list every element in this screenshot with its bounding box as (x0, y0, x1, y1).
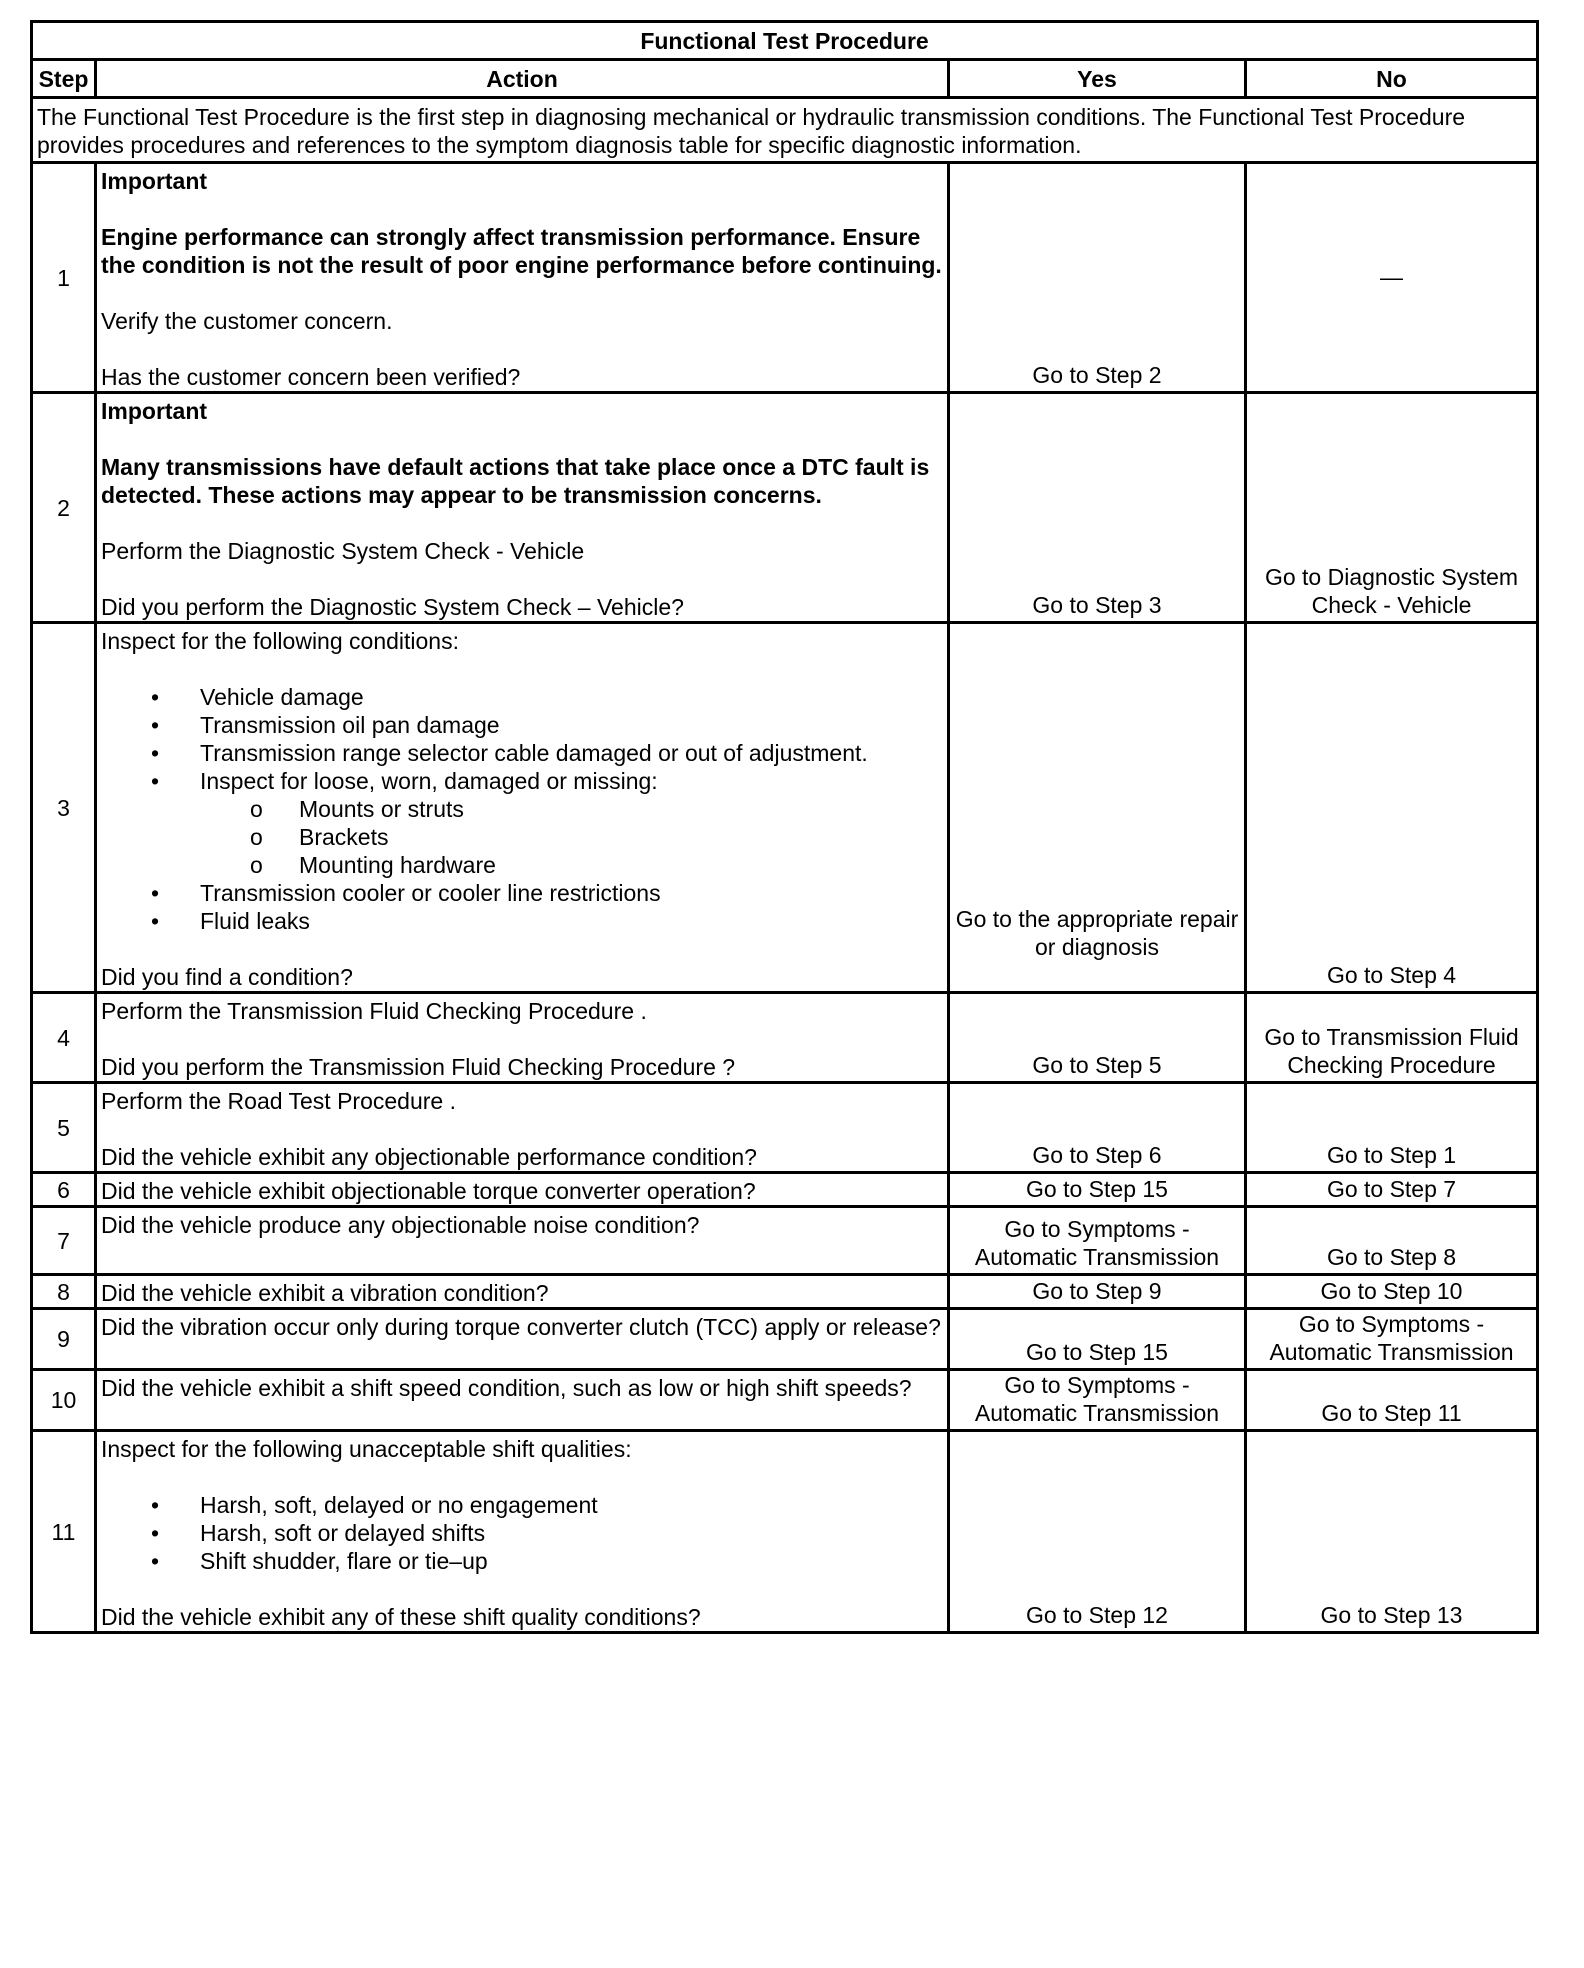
table-row (32, 1370, 1538, 1431)
step-number: 11 (32, 1431, 96, 1633)
table-row (32, 1083, 1538, 1173)
sub-list-item: o Mounting hardware (200, 851, 943, 879)
yes-result: Go to Symptoms - Automatic Transmission (949, 1370, 1246, 1431)
inspect-intro: Inspect for the following unacceptable shift qualities: (101, 1436, 632, 1462)
condition-list (101, 683, 943, 935)
action-text: Perform the Road Test Procedure . (101, 1088, 456, 1114)
header-yes: Yes (949, 60, 1246, 98)
table-title: Functional Test Procedure (32, 22, 1538, 60)
no-result: Go to Step 8 (1246, 1207, 1538, 1275)
list-item: • Transmission cooler or cooler line restrictions (101, 879, 943, 907)
step-number: 5 (32, 1083, 96, 1173)
no-result: Go to Step 1 (1246, 1083, 1538, 1173)
action-question: Did you find a condition? (101, 964, 353, 990)
list-item: • Transmission oil pan damage (101, 711, 943, 739)
table-row (32, 1173, 1538, 1207)
action-text: Perform the Diagnostic System Check - Vehicle (101, 538, 585, 564)
action-question: Did the vehicle exhibit a shift speed condition, such as low or high shift speeds? (96, 1370, 949, 1431)
list-item (101, 767, 943, 879)
table-row (32, 1309, 1538, 1370)
no-result: Go to Step 13 (1246, 1431, 1538, 1633)
action-question: Has the customer concern been verified? (101, 364, 521, 390)
step-number: 3 (32, 623, 96, 993)
step-number: 4 (32, 993, 96, 1083)
action-question: Did the vehicle exhibit objectionable torque converter operation? (96, 1173, 949, 1207)
no-result: Go to Diagnostic System Check - Vehicle (1246, 393, 1538, 623)
step-action (96, 993, 949, 1083)
step-action (96, 393, 949, 623)
intro-text: The Functional Test Procedure is the first step in diagnosing mechanical or hydraulic transmission conditions. The Functional Test Procedure provides procedures and references to the symptom diagnosis table for specific diagnostic information. (32, 98, 1538, 163)
step-number: 8 (32, 1275, 96, 1309)
yes-result-text: Go to the appropriate repair or diagnosis (955, 906, 1239, 960)
step-number: 1 (32, 163, 96, 393)
yes-result: Go to Symptoms - Automatic Transmission (949, 1207, 1246, 1275)
list-item-label: Inspect for loose, worn, damaged or missing: (200, 768, 658, 794)
yes-result: Go to Step 15 (949, 1173, 1246, 1207)
important-warning: Many transmissions have default actions that take place once a DTC fault is detected. These actions may appear to be transmission concerns. (101, 454, 930, 508)
action-question: Did the vehicle exhibit any of these shift quality conditions? (101, 1604, 701, 1630)
step-number: 2 (32, 393, 96, 623)
yes-result: Go to Step 2 (949, 163, 1246, 393)
list-item: • Vehicle damage (101, 683, 943, 711)
table-row (32, 993, 1538, 1083)
no-result: Go to Step 4 (1246, 623, 1538, 993)
header-action: Action (96, 60, 949, 98)
table-row (32, 393, 1538, 623)
header-step: Step (32, 60, 96, 98)
table-row (32, 1431, 1538, 1633)
step-number: 6 (32, 1173, 96, 1207)
list-item: • Harsh, soft, delayed or no engagement (101, 1491, 943, 1519)
yes-result: Go to Step 3 (949, 393, 1246, 623)
header-no: No (1246, 60, 1538, 98)
sub-list-item: o Mounts or struts (200, 795, 943, 823)
no-result: Go to Step 11 (1246, 1370, 1538, 1431)
sub-list-item: o Brackets (200, 823, 943, 851)
step-action (96, 163, 949, 393)
important-label: Important (101, 168, 208, 194)
yes-result: Go to Step 12 (949, 1431, 1246, 1633)
list-item: • Shift shudder, flare or tie–up (101, 1547, 943, 1575)
no-result: Go to Step 7 (1246, 1173, 1538, 1207)
sub-list (200, 795, 943, 879)
no-result: Go to Step 10 (1246, 1275, 1538, 1309)
step-action (96, 1083, 949, 1173)
list-item: • Transmission range selector cable damaged or out of adjustment. (101, 739, 943, 767)
no-result: — (1246, 163, 1538, 393)
table-row (32, 1207, 1538, 1275)
no-result: Go to Symptoms - Automatic Transmission (1246, 1309, 1538, 1370)
yes-result: Go to Step 5 (949, 993, 1246, 1083)
step-number: 7 (32, 1207, 96, 1275)
step-action (96, 1431, 949, 1633)
action-question: Did the vehicle exhibit any objectionable performance condition? (101, 1144, 757, 1170)
action-question: Did the vehicle produce any objectionable noise condition? (96, 1207, 949, 1275)
shift-quality-list (101, 1491, 943, 1575)
action-question: Did the vibration occur only during torque converter clutch (TCC) apply or release? (96, 1309, 949, 1370)
yes-result: Go to Step 9 (949, 1275, 1246, 1309)
list-item: • Fluid leaks (101, 907, 943, 935)
action-question: Did the vehicle exhibit a vibration condition? (96, 1275, 949, 1309)
important-warning: Engine performance can strongly affect transmission performance. Ensure the condition is not the result of poor engine performance before continuing. (101, 224, 942, 278)
step-action (96, 623, 949, 993)
list-item: • Harsh, soft or delayed shifts (101, 1519, 943, 1547)
yes-result: Go to Step 6 (949, 1083, 1246, 1173)
table-row (32, 623, 1538, 993)
important-label: Important (101, 398, 208, 424)
functional-test-table (30, 20, 1539, 1634)
yes-result (949, 623, 1246, 993)
inspect-intro: Inspect for the following conditions: (101, 628, 459, 654)
action-question: Did you perform the Diagnostic System Check – Vehicle? (101, 594, 684, 620)
action-text: Perform the Transmission Fluid Checking Procedure . (101, 998, 647, 1024)
yes-result: Go to Step 15 (949, 1309, 1246, 1370)
action-question: Did you perform the Transmission Fluid Checking Procedure ? (101, 1054, 736, 1080)
table-row (32, 1275, 1538, 1309)
action-text: Verify the customer concern. (101, 308, 393, 334)
no-result: Go to Transmission Fluid Checking Procedure (1246, 993, 1538, 1083)
step-number: 10 (32, 1370, 96, 1431)
table-row (32, 163, 1538, 393)
step-number: 9 (32, 1309, 96, 1370)
